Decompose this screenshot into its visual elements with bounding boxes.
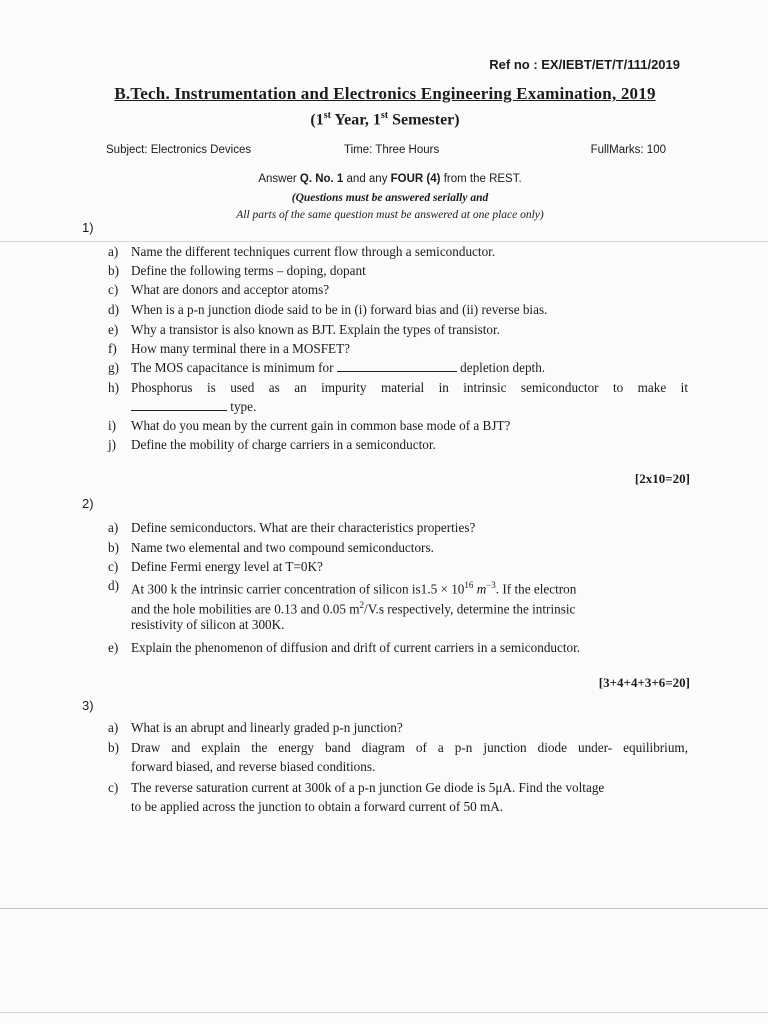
q2-part-d	[108, 576, 688, 636]
part-text-line2: to be applied across the junction to obtain a forward current of 50 mA.	[131, 799, 504, 814]
unit-m: m	[473, 581, 487, 597]
instr-qno: Q. No. 1	[299, 173, 344, 185]
part-text: What are donors and acceptor atoms?	[131, 282, 330, 297]
part-label: j)	[108, 437, 117, 452]
text-after-blank: depletion depth.	[456, 360, 546, 375]
part-text-line2	[131, 397, 688, 416]
question-number-2: 2)	[82, 496, 94, 511]
time-allowed: Time: Three Hours	[344, 144, 440, 156]
part-label: f)	[108, 341, 117, 356]
part-text: Why a transistor is also known as BJT. Explain the types of transistor.	[131, 322, 500, 337]
part-text	[131, 358, 688, 377]
question-number-1: 1)	[82, 220, 94, 235]
fill-in-blank	[337, 359, 457, 372]
part-text: Define the following terms – doping, dopant	[131, 263, 366, 278]
q2-marks: [3+4+4+3+6=20]	[598, 675, 690, 690]
part-label: h)	[108, 380, 119, 395]
part-label: c)	[108, 559, 119, 574]
scan-artifact-line	[0, 1012, 768, 1013]
text-segment: At 300 k the intrinsic carrier concentration of silicon is1.5 × 10	[131, 581, 465, 597]
scan-artifact-line	[0, 908, 768, 909]
part-label: b)	[108, 740, 119, 755]
part-text-line1: Draw and explain the energy band diagram of a p-n junction diode under- equilibrium,	[131, 740, 688, 755]
q1-marks: [2x10=20]	[634, 471, 690, 486]
part-text-line1: The reverse saturation current at 300k of a p-n junction Ge diode is 5μA. Find the voltage	[131, 780, 605, 795]
subject: Subject: Electronics Devices	[106, 144, 252, 156]
part-text-line1: Phosphorus is used as an impurity material in intrinsic semiconductor to make it	[131, 380, 688, 395]
part-text: What do you mean by the current gain in common base mode of a BJT?	[131, 418, 511, 433]
instr-prefix: Answer	[258, 173, 300, 185]
semester-suffix: st	[380, 110, 389, 121]
q3-part-c	[108, 778, 688, 816]
part-text: Explain the phenomenon of diffusion and drift of current carriers in a semiconductor.	[131, 640, 581, 655]
semester-word: Semester)	[388, 111, 460, 129]
open-paren: (	[310, 111, 316, 129]
instr-mid: and any	[343, 173, 391, 185]
part-label: a)	[108, 720, 119, 735]
text-segment: . If the electron	[495, 581, 577, 597]
part-label: d)	[108, 302, 119, 317]
part-label: b)	[108, 540, 119, 555]
part-label: c)	[108, 780, 119, 795]
part-label: a)	[108, 244, 119, 259]
instruction-one-place: All parts of the same question must be answered at one place only)	[236, 209, 544, 221]
part-label: e)	[108, 640, 119, 655]
year-semester	[90, 110, 680, 129]
year-number: 1	[315, 111, 324, 129]
part-text-line3: resistivity of silicon at 300K.	[131, 617, 285, 632]
full-marks: FullMarks: 100	[590, 144, 666, 156]
instruction-serially: (Questions must be answered serially and	[291, 192, 489, 204]
exponent: 16	[464, 580, 474, 590]
exam-meta	[106, 144, 666, 162]
part-text: Name two elemental and two compound semiconductors.	[131, 540, 434, 555]
part-label: i)	[108, 418, 117, 433]
text-before-blank: The MOS capacitance is minimum for	[131, 360, 337, 375]
year-suffix: st	[323, 110, 331, 121]
part-text-line2: forward biased, and reverse biased conditions.	[131, 759, 376, 774]
instr-four: FOUR (4)	[390, 173, 441, 185]
part-label: a)	[108, 520, 119, 535]
part-text: Name the different techniques current flow through a semiconductor.	[131, 244, 496, 259]
part-text: Define Fermi energy level at T=0K?	[131, 559, 323, 574]
part-text: When is a p-n junction diode said to be in (i) forward bias and (ii) reverse bias.	[131, 302, 548, 317]
part-text: Define the mobility of charge carriers in a semiconductor.	[131, 437, 436, 452]
part-label: e)	[108, 322, 119, 337]
part-text: How many terminal there in a MOSFET?	[131, 341, 351, 356]
exponent: 2	[359, 600, 365, 610]
text-segment: /V.s respectively, determine the intrinsic	[364, 601, 576, 617]
part-label: g)	[108, 360, 119, 375]
fill-in-blank	[131, 398, 227, 411]
text-segment: and the hole mobilities are 0.13 and 0.05 m	[131, 601, 360, 617]
reference-number: Ref no : EX/IEBT/ET/T/111/2019	[489, 57, 680, 72]
part-label: c)	[108, 282, 119, 297]
text-after-blank: type.	[227, 399, 257, 414]
semester-number: 1	[372, 111, 381, 129]
exponent: −3	[486, 580, 496, 590]
q3-part-b	[108, 738, 688, 776]
exam-title: B.Tech. Instrumentation and Electronics Engineering Examination, 2019	[114, 84, 656, 103]
part-label: d)	[108, 578, 119, 593]
instr-suffix: from the REST.	[440, 173, 522, 185]
answer-instruction	[110, 173, 670, 185]
part-label: b)	[108, 263, 119, 278]
part-text: What is an abrupt and linearly graded p-n junction?	[131, 720, 403, 735]
part-text: Define semiconductors. What are their characteristics properties?	[131, 520, 476, 535]
year-word: Year,	[330, 111, 373, 129]
q1-part-h	[108, 378, 688, 416]
question-number-3: 3)	[82, 698, 94, 713]
